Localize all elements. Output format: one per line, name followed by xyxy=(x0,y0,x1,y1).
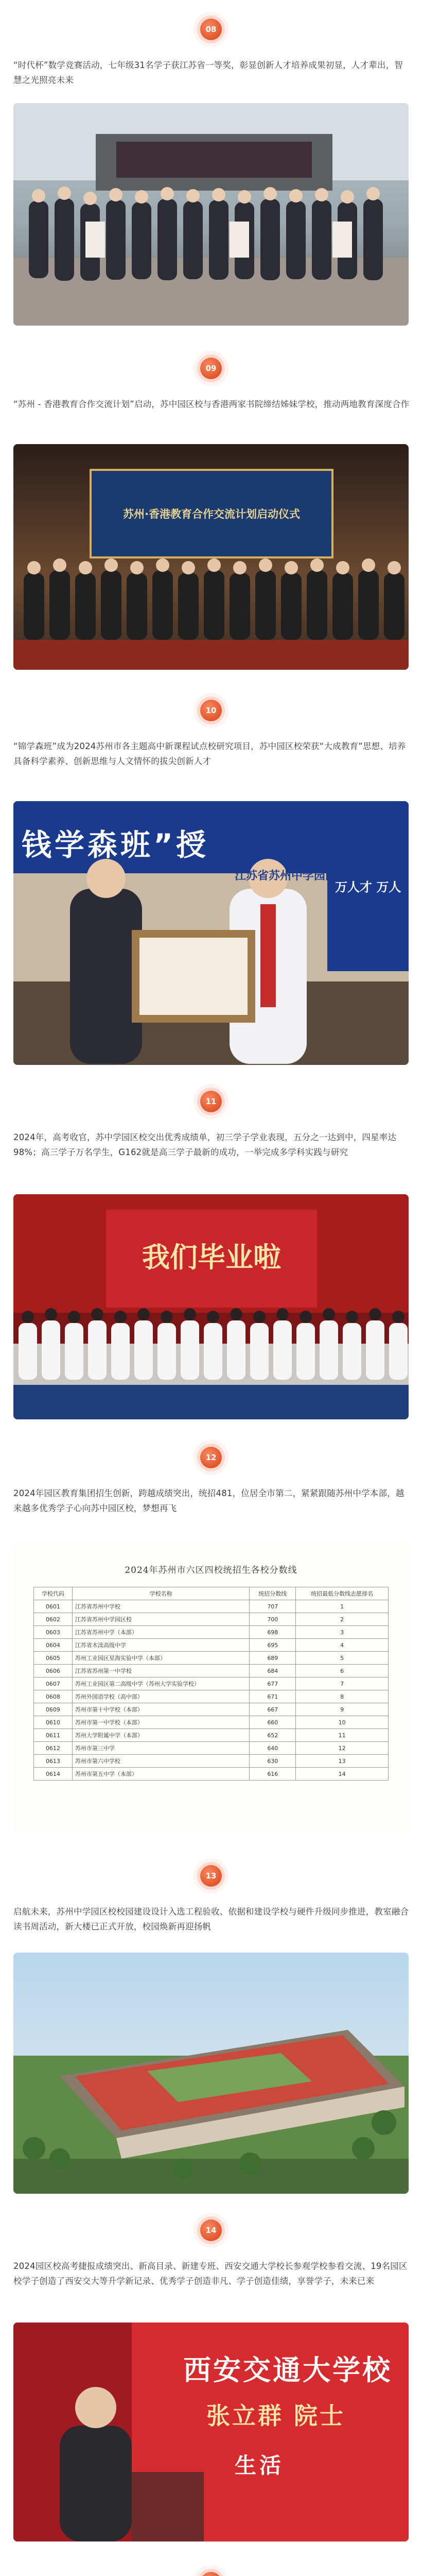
section-number-badge: 13 xyxy=(200,1865,222,1887)
table-cell: 9 xyxy=(296,1703,389,1716)
table-title: 2024年苏州市六区四校统招生各校分数线 xyxy=(125,1565,297,1575)
table-cell: 13 xyxy=(296,1755,389,1768)
table-cell: 667 xyxy=(250,1703,296,1716)
table-cell: 0609 xyxy=(34,1703,73,1716)
section-text: 2024园区校高考捷报成绩突出、新高目录、新建专班、西安交通大学校长参观学校参看交流、19名园区校学子创造了西安交大等升学新记录、优秀学子创造非凡、学子创造佳绩，享誉学子，未来已来 xyxy=(13,2261,408,2286)
table-cell: 11 xyxy=(296,1729,389,1742)
lecture-photo xyxy=(13,2323,409,2541)
banner-school: 江苏省苏州中学园区校 xyxy=(235,870,348,883)
table-cell: 0611 xyxy=(34,1729,73,1742)
table-cell: 4 xyxy=(296,1639,389,1652)
table-cell: 5 xyxy=(296,1652,389,1665)
section-number-badge: 10 xyxy=(200,700,222,721)
table-cell: 700 xyxy=(250,1613,296,1626)
table-cell: 0612 xyxy=(34,1742,73,1755)
table-cell: 10 xyxy=(296,1716,389,1729)
table-cell: 0610 xyxy=(34,1716,73,1729)
table-cell: 652 xyxy=(250,1729,296,1742)
table-row xyxy=(34,1690,389,1703)
section-number-badge: 09 xyxy=(200,358,222,379)
table-row xyxy=(34,1755,389,1768)
table-cell: 苏州工业园区星海实验中学（本部） xyxy=(72,1652,250,1665)
table-cell: 1 xyxy=(296,1600,389,1613)
table-cell: 0603 xyxy=(34,1626,73,1639)
section-text: “时代杯”数学竞赛活动，七年级31名学子获江苏省一等奖，彰显创新人才培养成果初显，人才辈出，智慧之光照亮未来 xyxy=(13,60,403,85)
table-cell: 640 xyxy=(250,1742,296,1755)
table-cell: 660 xyxy=(250,1716,296,1729)
table-cell: 707 xyxy=(250,1600,296,1613)
table-cell: 7 xyxy=(296,1677,389,1690)
banner-name: 张立群 院士 xyxy=(206,2402,346,2430)
graduation-photo xyxy=(13,1194,409,1419)
table-cell: 14 xyxy=(296,1768,389,1781)
table-row xyxy=(34,1652,389,1665)
table-row xyxy=(34,1600,389,1613)
table-cell: 616 xyxy=(250,1768,296,1781)
table-row xyxy=(34,1742,389,1755)
table-cell: 苏州市第十中学校（本部） xyxy=(72,1703,250,1716)
table-cell: 671 xyxy=(250,1690,296,1703)
table-cell: 江苏省苏州中学校 xyxy=(72,1600,250,1613)
table-cell: 0607 xyxy=(34,1677,73,1690)
table-cell: 2 xyxy=(296,1613,389,1626)
section-text: 2024年园区教育集团招生创新，跨越成绩突出，统招481，位居全市第二，紧紧跟随苏州中学本部，越来越多优秀学子心向苏中园区校，梦想再飞 xyxy=(13,1488,405,1513)
score-table xyxy=(33,1587,389,1781)
banner-title: 钱学森班”授 xyxy=(22,827,209,862)
table-cell: 苏州外国语学校（高中部） xyxy=(72,1690,250,1703)
table-cell: 12 xyxy=(296,1742,389,1755)
plaque-photo xyxy=(13,801,409,1065)
section-number-badge: 14 xyxy=(200,2219,222,2241)
banner-title: 西安交通大学校 xyxy=(183,2354,392,2386)
table-cell: 698 xyxy=(250,1626,296,1639)
table-row xyxy=(34,1639,389,1652)
admission-score-table xyxy=(13,1543,409,1834)
table-cell: 8 xyxy=(296,1690,389,1703)
table-cell: 689 xyxy=(250,1652,296,1665)
campus-aerial-rendering xyxy=(13,1953,409,2194)
table-cell: 江苏省木渎高级中学 xyxy=(72,1639,250,1652)
table-cell: 0601 xyxy=(34,1600,73,1613)
section-number-badge: 12 xyxy=(200,1447,222,1468)
table-cell: 677 xyxy=(250,1677,296,1690)
table-header: 学校代码 xyxy=(34,1587,73,1600)
table-row xyxy=(34,1613,389,1626)
section-text: 启航未来，苏州中学园区校校园建设设计入选工程验收、依据和建设学校与硬件升级同步推进，教室融合读书周活动，新大楼已正式开放，校园焕新再迎扬帆 xyxy=(13,1907,409,1931)
table-cell: 苏州大学附属中学（本部） xyxy=(72,1729,250,1742)
table-cell: 0604 xyxy=(34,1639,73,1652)
banner-text: 我们毕业啦 xyxy=(142,1241,281,1274)
table-row xyxy=(34,1716,389,1729)
section-text: “苏州 - 香港教育合作交流计划”启动，苏中园区校与香港两家书院缔结姊妹学校，推动两地教育深度合作 xyxy=(13,399,410,409)
section-text: 2024年，高考收官，苏中学园区校交出优秀成绩单，初三学子学业表现，五分之一达到中，四星率达98%；高三学子万名学生，G162就是高三学子最新的成功，一举完成多学科实践与研究 xyxy=(13,1132,397,1157)
banner-subtitle: 生活 xyxy=(235,2453,285,2478)
table-cell: 0606 xyxy=(34,1665,73,1677)
section-number-badge: 08 xyxy=(200,19,222,40)
table-cell: 0608 xyxy=(34,1690,73,1703)
table-cell: 苏州工业园区第二高级中学（苏州大学实验学校） xyxy=(72,1677,250,1690)
table-row xyxy=(34,1729,389,1742)
banner-text: 苏州·香港教育合作交流计划启动仪式 xyxy=(123,508,300,520)
table-cell: 苏州市第五中学（本部） xyxy=(72,1768,250,1781)
table-cell: 0613 xyxy=(34,1755,73,1768)
table-row xyxy=(34,1768,389,1781)
table-cell: 0602 xyxy=(34,1613,73,1626)
table-cell: 3 xyxy=(296,1626,389,1639)
table-cell: 695 xyxy=(250,1639,296,1652)
table-cell: 苏州市第三中学 xyxy=(72,1742,250,1755)
table-header: 统招最低分数线志愿排名 xyxy=(296,1587,389,1600)
table-row xyxy=(34,1703,389,1716)
table-row xyxy=(34,1665,389,1677)
table-cell: 6 xyxy=(296,1665,389,1677)
table-cell: 江苏省苏州中学园区校 xyxy=(72,1613,250,1626)
table-header: 学校名称 xyxy=(72,1587,250,1600)
table-cell: 630 xyxy=(250,1755,296,1768)
table-cell: 江苏省苏州中学（本部） xyxy=(72,1626,250,1639)
banner-slogan: 万人才 万人 xyxy=(335,880,401,894)
table-cell: 江苏省苏州第一中学校 xyxy=(72,1665,250,1677)
section-text: “锦学森班”成为2024苏州市各主题高中新课程试点校研究项目，苏中园区校荣获“大成教育”思想、培养具备科学素养、创新思维与人文情怀的拔尖创新人才 xyxy=(13,741,406,766)
table-cell: 0605 xyxy=(34,1652,73,1665)
table-row xyxy=(34,1626,389,1639)
table-cell: 苏州市第六中学校 xyxy=(72,1755,250,1768)
table-cell: 684 xyxy=(250,1665,296,1677)
ceremony-photo xyxy=(13,444,409,670)
table-cell: 0614 xyxy=(34,1768,73,1781)
table-cell: 苏州市第一中学校（本部） xyxy=(72,1716,250,1729)
group-photo xyxy=(13,103,409,326)
section-number-badge xyxy=(200,2572,222,2576)
section-number-badge: 11 xyxy=(200,1091,222,1112)
table-row xyxy=(34,1677,389,1690)
table-header: 统招分数线 xyxy=(250,1587,296,1600)
